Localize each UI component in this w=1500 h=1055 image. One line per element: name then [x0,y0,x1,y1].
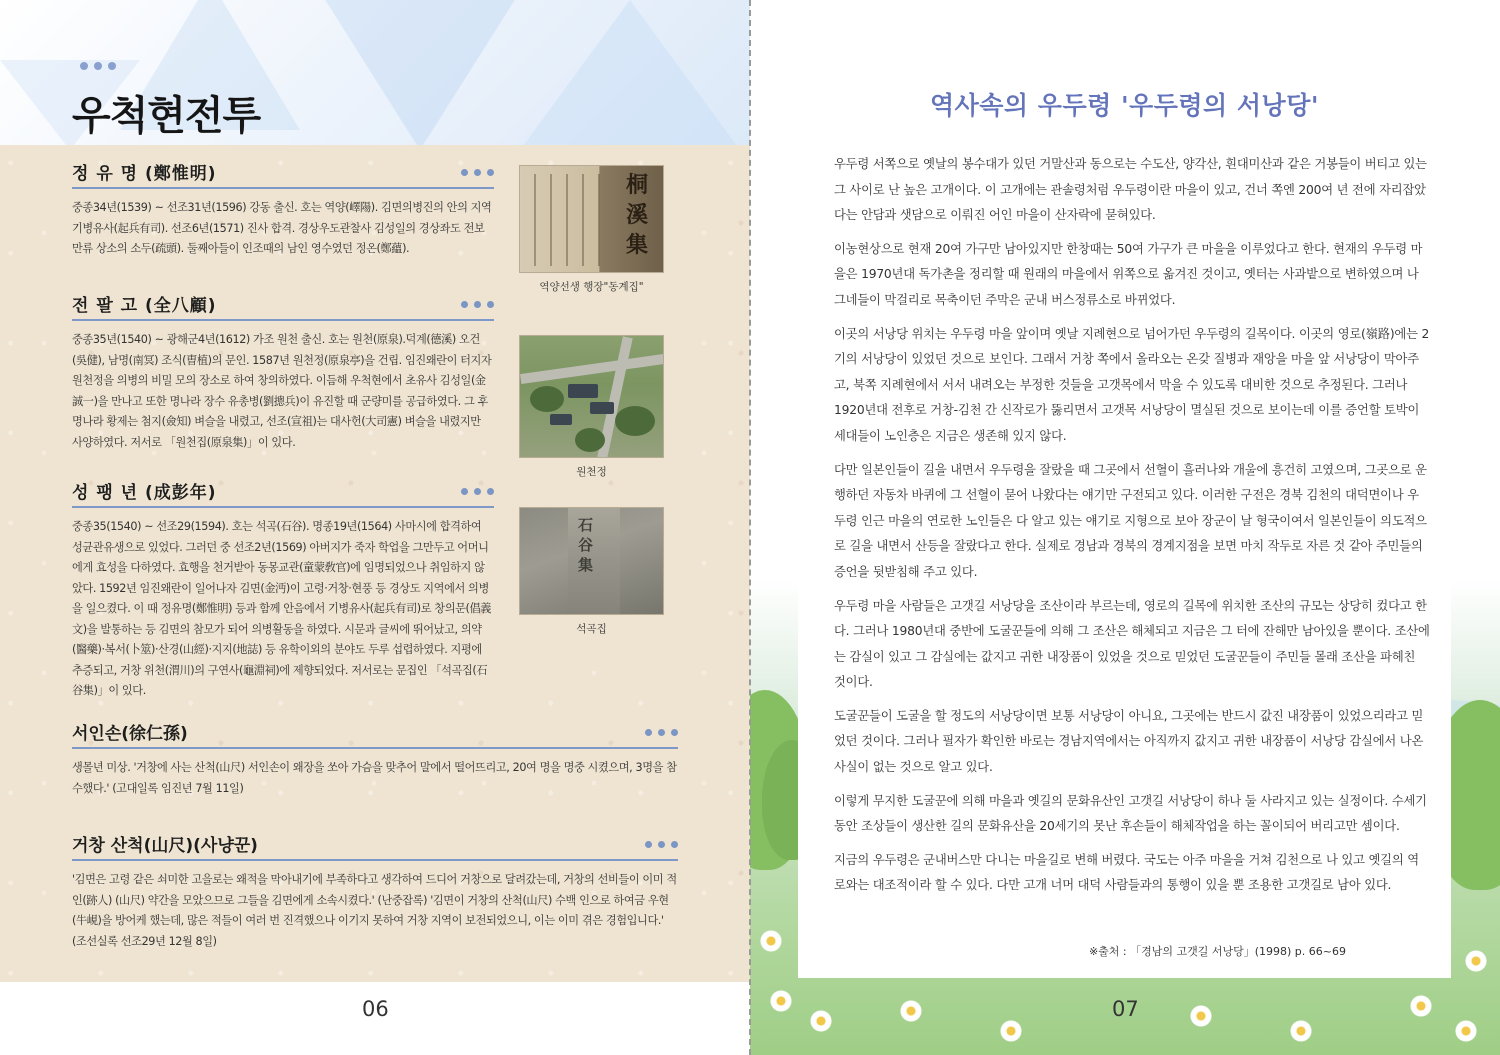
header-dots-decoration [80,62,116,70]
page-fold-divider [749,0,751,1055]
photo-caption: 원천정 [576,466,607,478]
book-photo [519,165,664,273]
page-number: 07 [1112,997,1139,1021]
article-paragraph: 우두령 마을 사람들은 고갯길 서낭당을 조산이라 부르는데, 영로의 길목에 위치한 조산의 규모는 상당히 컸다고 한다. 그러나 1980년대 중반에 도굴꾼들에 의해 그 조산은 해체되고 지금은 그 터에 잔해만 남아있을 뿐이다. 조산에는 감실이 있고 그 감실에는 값지고 귀한 내장품이 있었을 것으로 믿었던 도굴꾼들이 주민들 몰래 조산을 파헤친 것이다. [834,598,1430,690]
person-bio: 중종35(1540) ~ 선조29(1594). 호는 석곡(石谷). 명종19년(1564) 사마시에 합격하여 성균관유생으로 있었다. 그러던 중 선조2년(1569) 아버지가 죽자 학업을 그만두고 어머니에게 효성을 다하였다. 효행을 천거받아 동몽교관(童蒙敎官)에 임명되었으나 취임하지 않았다. 1592년 임진왜란이 일어나자 김면(金沔)이 고령·거창·현풍 등 경상도 지역에서 의병을 일으켰다. 이 때 정유명(鄭惟明) 등과 함께 안음에서 기병유사(起兵有司)로 창의문(倡義文)을 발통하는 등 김면의 참모가 되어 의병활동을 하였다. 시문과 글씨에 뛰어났고, 의약(醫藥)·복서(卜筮)·산경(山經)·지지(地誌) 등 유학이외의 분야도 두루 섭렵하였다. 지평에 추증되고, 거창 위천(渭川)의 구연사(龜淵祠)에 제향되었다. 저서로는 문집인 「석곡집(石谷集)」이 있다. [72,520,492,697]
person-name: 거창 산척(山尺)(사냥꾼) [72,836,258,856]
photo-dongyejip [519,165,664,294]
right-page [750,0,1500,1055]
section-text: '김면은 고령 같은 쇠미한 고을로는 왜적을 막아내기에 부족하다고 생각하여 드디어 거창으로 달려갔는데, 거창의 선비들이 이미 적인(跡人) (山尺) 약간을 모았으므로 그들을 김면에게 소속시켰다.' (난중잡록) '김면이 거창의 산척(山尺) 수백 인으로 하여금 우현(牛峴)을 방어케 했는데, 많은 적들이 여러 번 진격했으나 이기지 못하여 거창 지역이 보전되었으니, 이는 이미 겪은 경험입니다.' (조선실록 선조29년 12월 8일) [72,873,677,948]
photo-seokgokjip [519,507,664,636]
book-glyph: 桐 [625,172,648,198]
photo-caption: 역양선생 행장"동계집" [539,281,644,293]
person-entry-wide [72,831,678,952]
person-name: 정 유 명 (鄭惟明) [72,164,217,184]
person-entry [72,478,494,702]
person-name: 성 팽 년 (成彭年) [72,483,217,503]
person-header [72,719,678,749]
person-name: 전 팔 고 (全八顧) [72,296,217,316]
person-name: 서인손(徐仁孫) [72,724,188,744]
article-paragraph: 우두령 서쪽으로 옛날의 봉수대가 있던 거말산과 동으로는 수도산, 양각산, 흰대미산과 같은 거봉들이 버티고 있는 그 사이로 난 높은 고개이다. 이 고개에는 관솔령처럼 우두령이란 마을이 있고, 건너 쪽엔 200여 년 전에 자리잡았다는 안담과 샛담으로 이뤄진 어인 마을이 산자락에 묻혀있다. [834,157,1427,223]
cover-glyph: 石 [578,516,594,534]
page-title: 우척현전투 [72,93,261,139]
article-paragraph: 이농현상으로 현재 20여 가구만 남아있지만 한창때는 50여 가구가 큰 마을을 이루었다고 한다. 현재의 우두령 마을은 1970년대 독가촌을 정리할 때 원래의 마을에서 위쪽으로 옮겨진 것이고, 옛터는 사과밭으로 변하였으며 나그네들이 막걸리로 목축이던 주막은 군내 버스정류소로 바뀌었다. [834,241,1423,307]
article-paragraph: 이렇게 무지한 도굴꾼에 의해 마을과 옛길의 문화유산인 고갯길 서낭당이 하나 둘 사라지고 있는 실정이다. 수세기 동안 조상들이 생산한 길의 문화유산을 20세기의 못난 후손들이 해체작업을 하는 꼴이되어 버리고만 셈이다. [834,793,1427,834]
person-entry [72,159,494,260]
photo-caption: 석곡집 [576,623,607,635]
person-bio: 중종35년(1540) ~ 광해군4년(1612) 가조 원천 출신. 호는 원천(原泉).덕계(德溪) 오건(吳健), 남명(南冥) 조식(曺植)의 문인. 1587년 원천정(原泉亭)을 건립. 임진왜란이 터지자 원천정을 의병의 비밀 모의 장소로 하여 창의하였다. 이듬해 우척현에서 초유사 김성일(金誠一)을 만나고 또한 명나라 장수 유총병(劉摠兵)이 유진할 때 군량미를 공급하였다. 그 후 명나라 황제는 첨지(僉知) 벼슬을 내렸고, 선조(宣祖)는 대사헌(大司憲) 벼슬을 내렸지만 사양하였다. 저서로 「원천집(原泉集)」이 있다. [72,333,492,449]
article-panel [798,28,1451,978]
photo-wonchunjeong [519,335,664,479]
article-paragraph: 다만 일본인들이 길을 내면서 우두령을 잘랐을 때 그곳에서 선혈이 흘러나와 개울에 흥건히 고였으며, 그곳으로 운행하던 자동차 바퀴에 그 선혈이 묻어 나왔다는 얘기만 구전되고 있다. 이러한 구전은 경북 김천의 대덕면이나 우두령 인근 마을의 연로한 노인들은 다 알고 있는 얘기로 지형으로 보아 장군이 날 형국이여서 일본인들이 의도적으로 길을 내면서 산등을 잘랐다고 한다. 실제로 경남과 경북의 경계지점을 보면 마치 작두로 자른 것 같아 주민들의 증언을 뒷받침해 주고 있다. [834,462,1427,579]
article-title: 역사속의 우두령 '우두령의 서낭당' [929,91,1320,120]
dots-decoration [461,301,494,308]
cover-glyph: 集 [578,556,594,574]
aerial-photo [519,335,664,458]
person-header [72,831,678,861]
person-header [72,159,494,189]
person-entry-wide [72,719,678,799]
source-citation: ※출처 : 「경남의 고갯길 서낭당」(1998) p. 66~69 [1088,945,1346,958]
book-cover-photo [519,507,664,615]
book-glyph: 溪 [625,202,648,228]
person-entry [72,291,494,453]
dots-decoration [645,729,678,736]
dots-decoration [461,169,494,176]
article-paragraph: 이곳의 서낭당 위치는 우두령 마을 앞이며 옛날 지례현으로 넘어가던 우두령의 길목이다. 이곳의 영로(嶺路)에는 2기의 서낭당이 있었던 것으로 보인다. 그래서 거창 쪽에서 올라오는 온갖 질병과 재앙을 마을 앞 서낭당이 막아주고, 북쪽 지례현에서 서서 내려오는 부정한 것들을 고갯목에서 막을 수 있도록 대비한 것으로 추정된다. 그러나 1920년대 전후로 거창-김천 간 신작로가 뚫리면서 고갯목 서낭당이 멸실된 것으로 보이는데 이를 증언할 토박이 세대들이 노인층은 지금은 생존해 있지 않다. [834,326,1430,443]
page-number: 06 [362,997,389,1021]
dots-decoration [645,841,678,848]
cover-glyph: 谷 [578,536,594,554]
article-paragraph: 도굴꾼들이 도굴을 할 정도의 서낭당이면 보통 서낭당이 아니요, 그곳에는 반드시 값진 내장품이 있었으리라고 믿었던 것이다. 그러나 필자가 확인한 바로는 경남지역에서는 아직까지 값지고 귀한 내장품이 서낭당 감실에서 나온 사실이 없는 것으로 알고 있다. [834,708,1424,775]
person-bio: 중종34년(1539) ~ 선조31년(1596) 강동 출신. 호는 역양(嶧陽). 김면의병진의 안의 지역 기병유사(起兵有司). 선조6년(1571) 진사 합격. 경상우도관찰사 김성일의 경상좌도 전보 만류 상소의 소두(疏頭). 둘째아들이 인조때의 남인 영수였던 정온(鄭蘊). [72,201,492,255]
dots-decoration [461,488,494,495]
book-glyph: 集 [625,232,648,258]
left-body [0,145,750,982]
person-bio: 생몰년 미상. '거창에 사는 산척(山尺) 서인손이 왜장을 쏘아 가슴을 맞추어 말에서 떨어뜨리고, 20여 명을 명중 시켰으며, 3명을 참수했다.' (고대일록 임진년 7월 11일) [72,761,677,795]
person-header [72,478,494,508]
article-paragraph: 지금의 우두령은 군내버스만 다니는 마을길로 변해 버렸다. 국도는 아주 마을을 거쳐 김천으로 나 있고 옛길의 역로와는 대조적이라 할 수 있다. 다만 고개 너머 대덕 사람들과의 통행이 있을 뿐 조용한 고갯길로 남아 있다. [834,852,1419,893]
left-header-band [0,0,750,145]
article-body [834,152,1430,907]
person-header [72,291,494,321]
